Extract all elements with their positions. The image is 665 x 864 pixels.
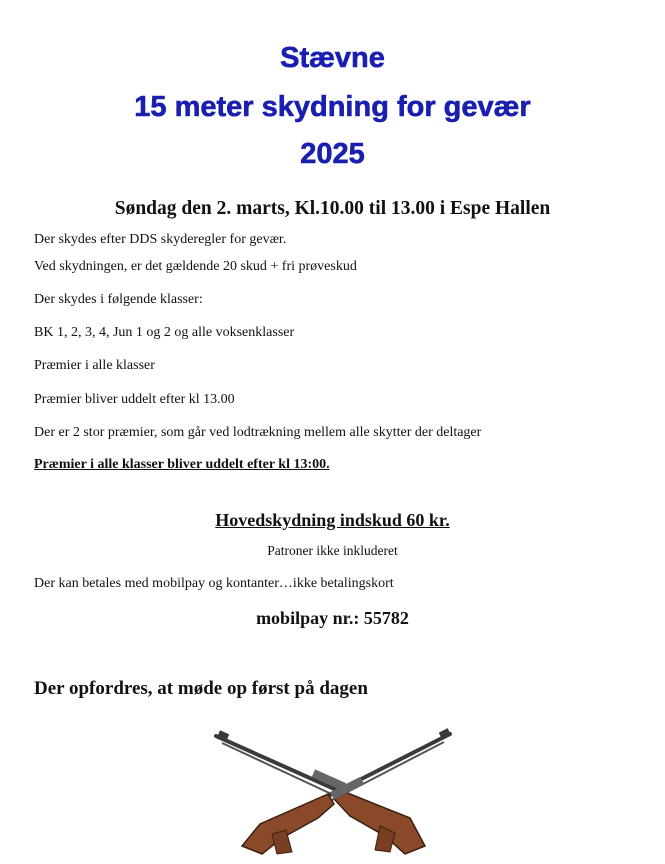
info-line-prizes: Præmier i alle klasser [34, 358, 155, 373]
event-discipline-title: 15 meter skydning for gevær [134, 91, 531, 123]
event-date-location: Søndag den 2. marts, Kl.10.00 til 13.00 i Espe Hallen [114, 198, 551, 219]
info-line-lottery: Der er 2 stor præmier, som går ved lodtrækning mellem alle skytter der deltager [34, 425, 482, 440]
attendance-appeal: Der opfordres, at møde op først på dagen [34, 678, 368, 699]
info-line-classes-intro: Der skydes i følgende klasser: [34, 292, 203, 307]
info-line-shots: Ved skydningen, er det gældende 20 skud + fri prøveskud [34, 259, 357, 274]
payment-methods: Der kan betales med mobilpay og kontanter…ikke betalingskort [34, 576, 394, 591]
info-line-classes: BK 1, 2, 3, 4, Jun 1 og 2 og alle voksenklasser [34, 325, 295, 340]
rifle-left-icon [216, 730, 425, 854]
entry-fee-heading: Hovedskydning indskud 60 kr. [215, 510, 450, 530]
prize-notice: Præmier i alle klasser bliver uddelt efter kl 13:00. [34, 457, 330, 472]
cartridges-note: Patroner ikke inkluderet [267, 543, 398, 558]
mobilpay-number: mobilpay nr.: 55782 [256, 608, 409, 628]
event-title: Stævne [280, 42, 385, 74]
info-line-prize-time: Præmier bliver uddelt efter kl 13.00 [34, 392, 235, 407]
crossed-rifles-icon [200, 718, 470, 858]
event-year: 2025 [300, 138, 365, 170]
info-line-rules: Der skydes efter DDS skyderegler for gevær. [34, 232, 287, 247]
